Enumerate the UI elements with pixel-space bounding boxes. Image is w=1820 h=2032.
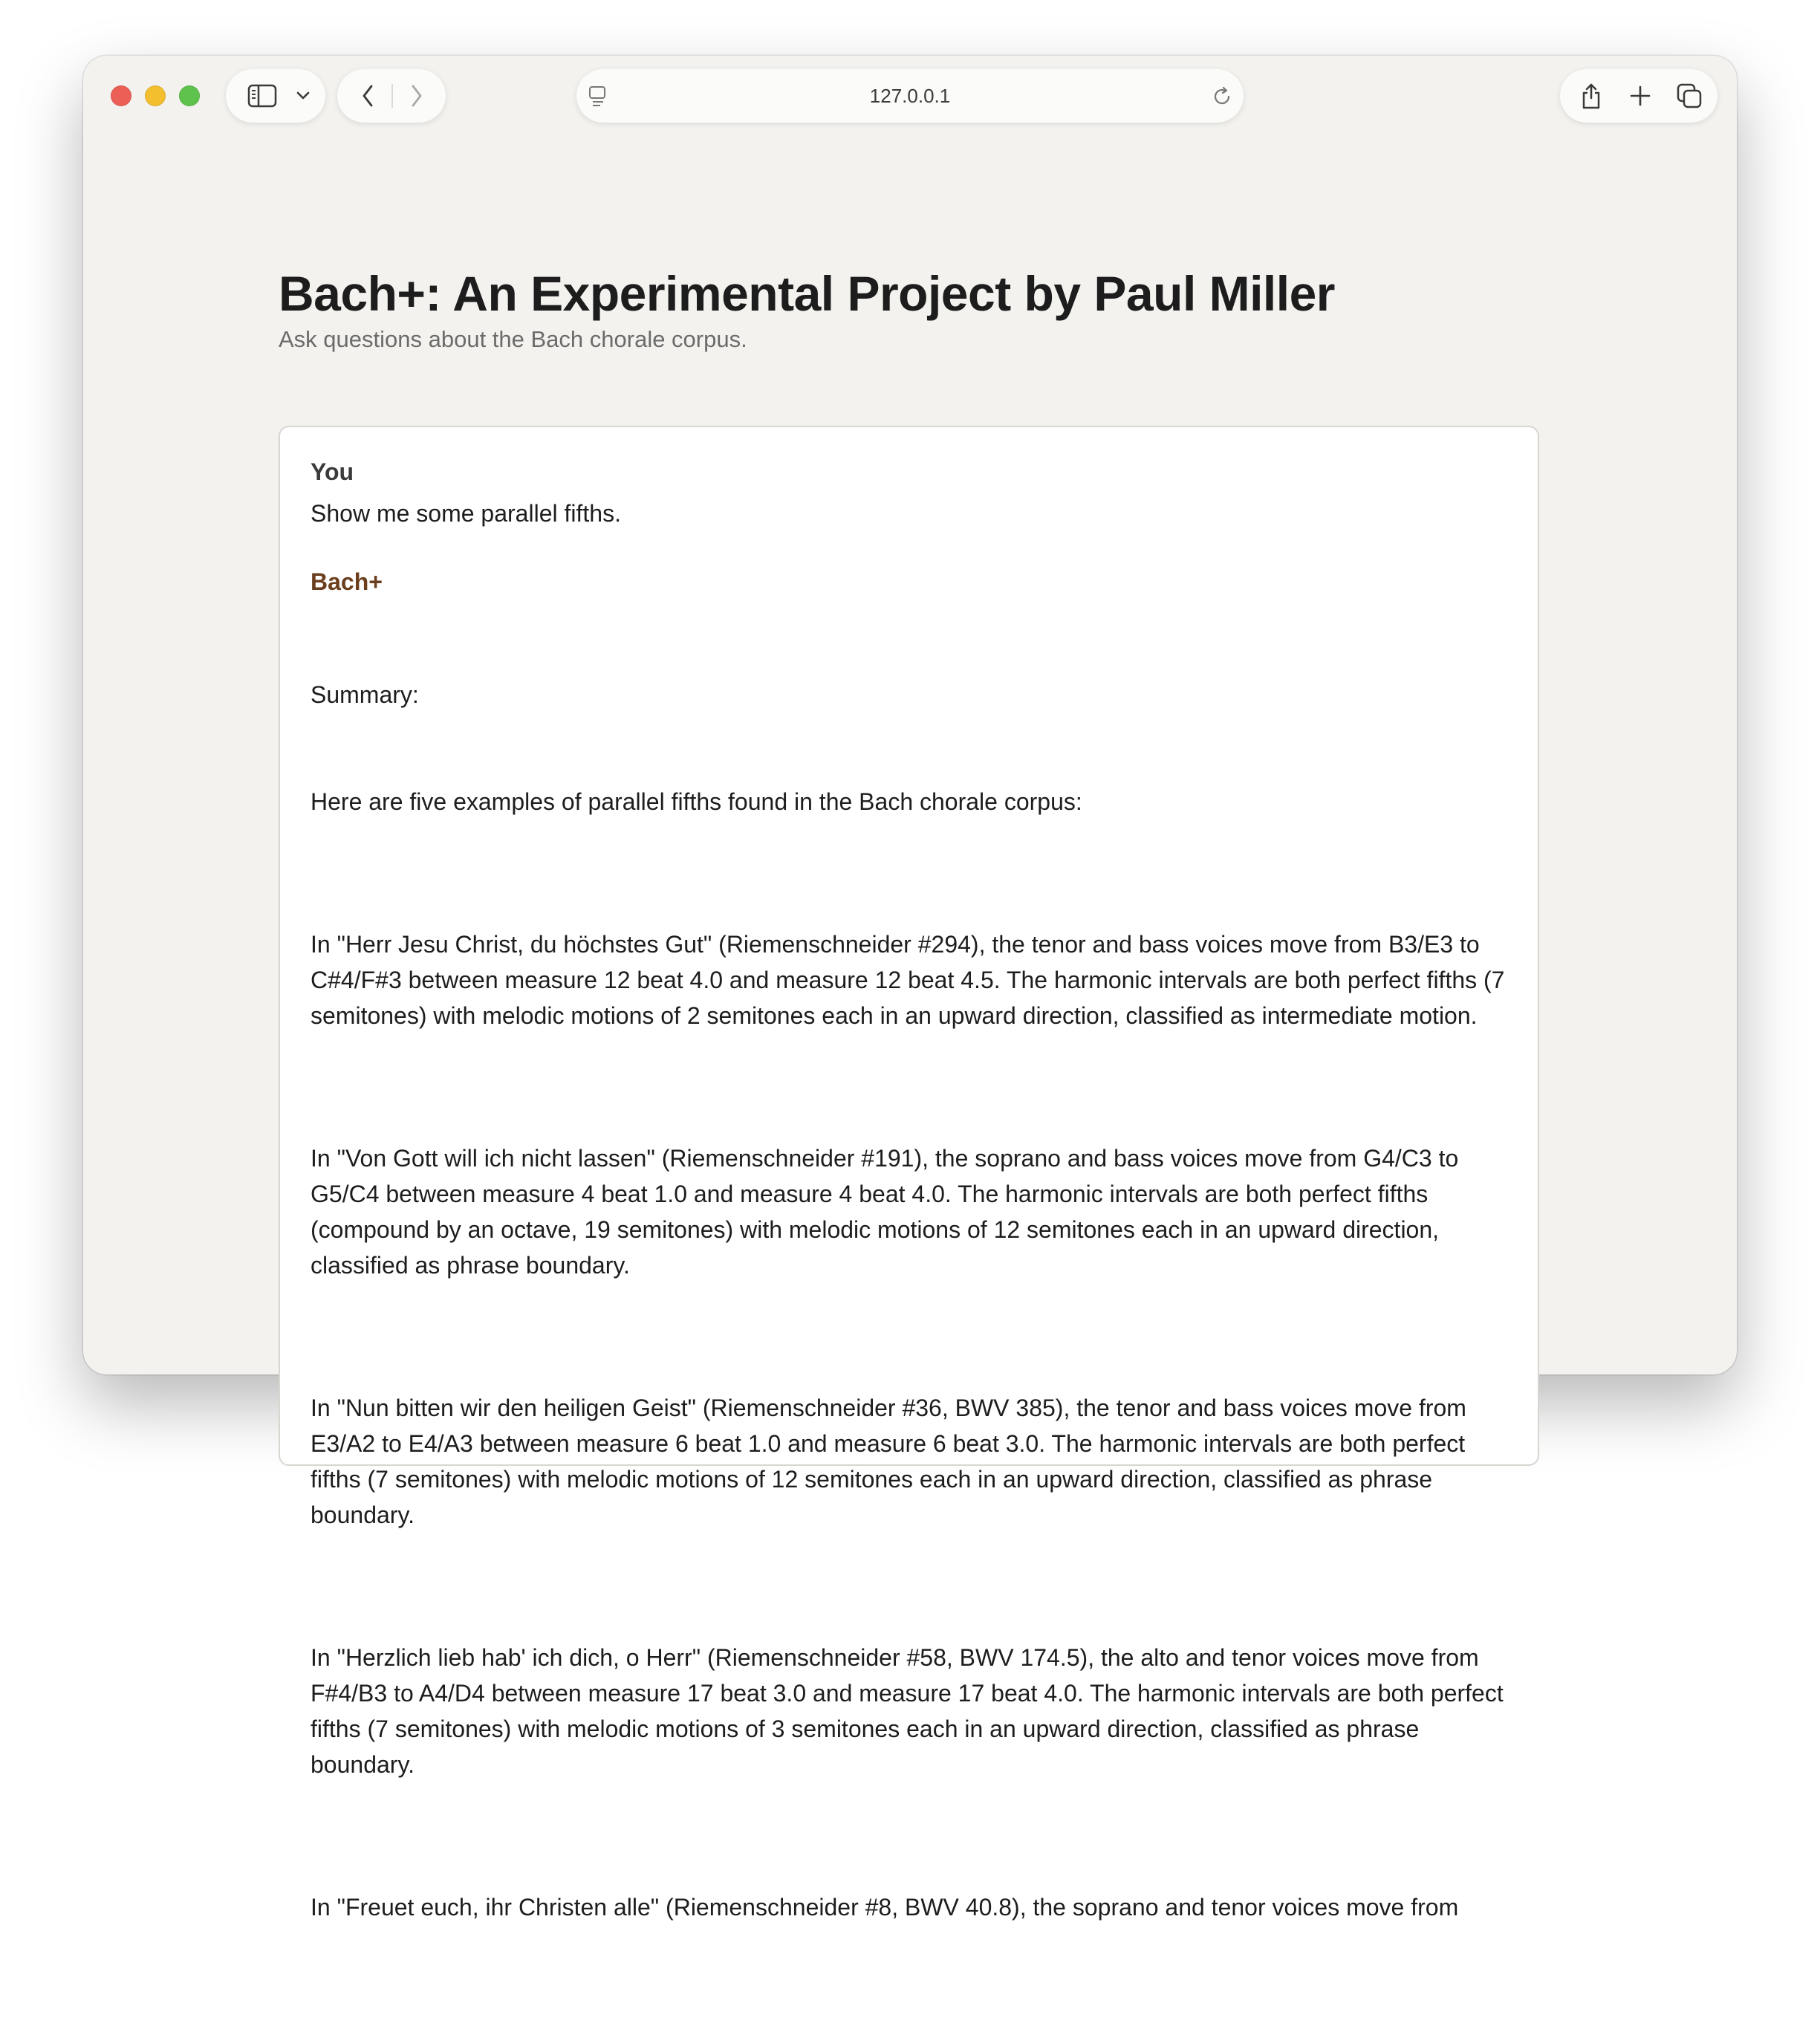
minimize-window-button[interactable] <box>145 85 166 106</box>
back-button[interactable] <box>345 69 391 123</box>
reload-icon[interactable] <box>1211 85 1233 108</box>
chat-transcript[interactable] <box>279 426 1539 1921</box>
user-message: Show me some parallel fifths. <box>311 500 621 527</box>
url-text: 127.0.0.1 <box>869 85 951 107</box>
new-tab-button[interactable] <box>1616 69 1664 123</box>
close-window-button[interactable] <box>111 85 131 106</box>
navigation-controls <box>337 69 446 123</box>
assistant-role-label: Bach+ <box>311 568 383 595</box>
nav-divider <box>391 84 393 108</box>
plus-icon <box>1629 85 1651 107</box>
summary-label: Summary: <box>311 681 419 708</box>
tab-group-menu-button[interactable] <box>288 69 318 123</box>
tab-overview-button[interactable] <box>1665 69 1713 123</box>
window-actions <box>1560 69 1717 123</box>
sidebar-controls <box>226 69 325 123</box>
browser-window <box>83 56 1737 1921</box>
summary-intro: Here are five examples of parallel fifths found in the Bach chorale corpus: <box>311 788 1082 815</box>
example-paragraph: In "Herr Jesu Christ, du höchstes Gut" (Riemenschneider #294), the tenor and bass voices move from B3/E3 to C#4/F#3 between measure 12 beat 4.0 and measure 12 beat 4.5. The harmonic intervals are both perfect fifths (7 semitones) with melodic motions of 2 semitones each in an upward direction, classified as intermediate motion. <box>311 931 1512 1029</box>
page-subtitle: Ask questions about the Bach chorale corpus. <box>279 326 747 352</box>
example-paragraph: In "Freuet euch, ihr Christen alle" (Riemenschneider #8, BWV 40.8), the soprano and tenor voices move from <box>311 1894 1459 1921</box>
chevron-right-icon <box>410 84 423 108</box>
example-paragraph: In "Von Gott will ich nicht lassen" (Riemenschneider #191), the soprano and bass voices move from G4/C3 to G5/C4 between measure 4 beat 1.0 and measure 4 beat 4.0. The harmonic intervals are both perfect fifths (compound by an octave, 19 semitones) with melodic motions of 12 semitones each in an upward direction, classified as phrase boundary. <box>311 1145 1466 1279</box>
assistant-message <box>311 606 1512 2032</box>
sidebar-icon <box>247 84 277 108</box>
tabs-overview-icon <box>1676 82 1703 109</box>
chevron-left-icon <box>361 84 374 108</box>
example-paragraph: In "Herzlich lieb hab' ich dich, o Herr" (Riemenschneider #58, BWV 174.5), the alto and tenor voices move from F#4/B3 to A4/D4 between measure 17 beat 3.0 and measure 17 beat 4.0. The harmonic intervals are both perfect fifths (7 semitones) with melodic motions of 3 semitones each in an upward direction, classified as phrase boundary. <box>311 1644 1510 1778</box>
forward-button[interactable] <box>394 69 440 123</box>
zoom-window-button[interactable] <box>179 85 200 106</box>
chevron-down-icon <box>296 91 311 101</box>
page-title: Bach+: An Experimental Project by Paul Miller <box>279 266 1335 321</box>
address-bar[interactable] <box>576 69 1244 123</box>
share-icon <box>1580 82 1602 110</box>
browser-toolbar <box>83 56 1737 137</box>
sidebar-toggle-button[interactable] <box>236 69 288 123</box>
page-content <box>83 137 1737 1921</box>
share-button[interactable] <box>1567 69 1615 123</box>
user-role-label: You <box>311 458 354 485</box>
example-paragraph: In "Nun bitten wir den heiligen Geist" (Riemenschneider #36, BWV 385), the tenor and bass voices move from E3/A2 to E4/A3 between measure 6 beat 1.0 and measure 6 beat 3.0. The harmonic intervals are both perfect fifths (7 semitones) with melodic motions of 12 semitones each in an upward direction, classified as phrase boundary. <box>311 1395 1473 1528</box>
